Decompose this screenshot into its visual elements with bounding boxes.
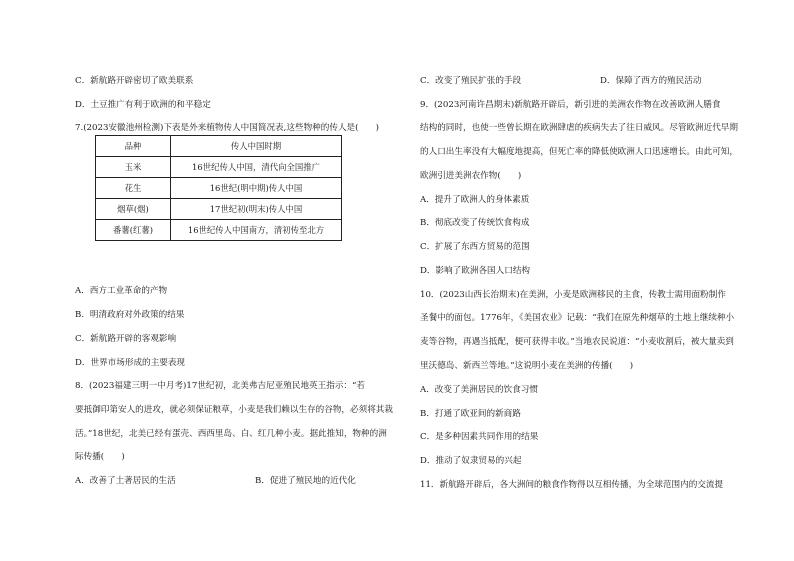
- table-row: [96, 199, 342, 220]
- table-cell: 花生: [96, 178, 171, 199]
- q7-option-d: D．世界市场形成的主要表现: [75, 358, 186, 368]
- q8-stem-line: 要抵御印第安人的进攻，就必须保证粮草，小麦是我们赖以生存的谷物，必须将其栽: [75, 405, 393, 415]
- table-cell: 16世纪(明中期)传人中国: [171, 178, 342, 199]
- q7-option-a: A．西方工业革命的产物: [75, 286, 168, 296]
- q9-stem-line: 的人口出生率没有大幅度地提高，但死亡率的降低使欧洲人口迅速增长。由此可知，: [420, 147, 738, 157]
- q10-option-d: D．推动了奴隶贸易的兴起: [420, 456, 522, 466]
- plant-table: [95, 135, 342, 241]
- q8-option-c: C．改变了殖民扩张的手段: [420, 76, 522, 86]
- q10-stem-line: 麦等谷物，再遇当抵配，便可获得丰收。”当地农民说道：“小麦收割后，被大量卖到: [420, 337, 734, 347]
- q6-option-d: D．土豆推广有利于欧洲的和平稳定: [75, 100, 211, 110]
- q8-stem-line: 8．(2023福建三明一中月考)17世纪初，北美弗吉尼亚殖民地英王指示：“若: [75, 381, 365, 391]
- q8-stem-line: 际传播( ): [75, 452, 125, 462]
- table-cell: 16世纪传人中国南方，清初传至北方: [171, 220, 342, 241]
- q10-option-a: A．改变了美洲居民的饮食习惯: [420, 385, 538, 395]
- q10-stem-line: 里沃德岛、新西兰等地。”这说明小麦在美洲的传播( ): [420, 361, 634, 371]
- q9-option-b: B．彻底改变了传统饮食构成: [420, 218, 530, 228]
- q9-stem-line: 结构的同时，也使一些曾长期在欧洲肆虐的疾病失去了往日威风。尽管欧洲近代早期: [420, 123, 738, 133]
- q10-option-c: C．是多种因素共同作用的结果: [420, 432, 539, 442]
- table-header-row: [96, 136, 342, 157]
- table-cell: 16世纪传人中国，清代向全国推广: [171, 157, 342, 178]
- q11-stem-line: 11．新航路开辟后，各大洲间的粮食作物得以互相传播，为全球范围内的交流提: [420, 480, 724, 490]
- q8-stem-line: 活。”18世纪，北美已经有蛋壳、西西里岛、白、红几种小麦。据此推知，物种的洲: [75, 429, 387, 439]
- q7-option-b: B．明清政府对外政策的结果: [75, 310, 185, 320]
- table-cell: 番薯(红薯): [96, 220, 171, 241]
- q8-option-d: D．保障了西方的殖民活动: [600, 76, 702, 86]
- q6-option-c: C．新航路开辟密切了欧美联系: [75, 76, 194, 86]
- q8-option-a: A．改善了土著居民的生活: [75, 476, 176, 486]
- q9-option-c: C．扩展了东西方贸易的范围: [420, 242, 530, 252]
- table-row: [96, 220, 342, 241]
- q8-option-b: B．促进了殖民地的近代化: [255, 476, 356, 486]
- q7-option-c: C．新航路开辟的客观影响: [75, 334, 177, 344]
- table-row: [96, 157, 342, 178]
- q9-option-d: D．影响了欧洲各国人口结构: [420, 266, 531, 276]
- q10-option-b: B．打通了欧亚间的新商路: [420, 409, 521, 419]
- table-cell: 烟草(烟): [96, 199, 171, 220]
- q9-stem-line: 欧洲引进美洲农作物( ): [420, 171, 522, 181]
- table-header-cell: 传人中国时期: [171, 136, 342, 157]
- q10-stem-line: 10．(2023山西长治期末)在美洲，小麦是欧洲移民的主食，传教士需用面粉制作: [420, 290, 726, 300]
- table-row: [96, 178, 342, 199]
- table-cell: 玉米: [96, 157, 171, 178]
- table-header-cell: 品种: [96, 136, 171, 157]
- q9-option-a: A．提升了欧洲人的身体素质: [420, 195, 530, 205]
- q10-stem-line: 圣餐中的面包。1776年，《美国农业》记载：“我们在原先种烟草的土地上继续种小: [420, 313, 735, 323]
- q7-stem: 7.(2023安徽池州检测)下表是外来植物传人中国简况表,这些物种的传人是( ): [75, 123, 380, 133]
- table-cell: 17世纪初(明末)传人中国: [171, 199, 342, 220]
- q9-stem-line: 9．(2023河南许昌期末)新航路开辟后，新引进的美洲农作物在改善欧洲人膳食: [420, 100, 721, 110]
